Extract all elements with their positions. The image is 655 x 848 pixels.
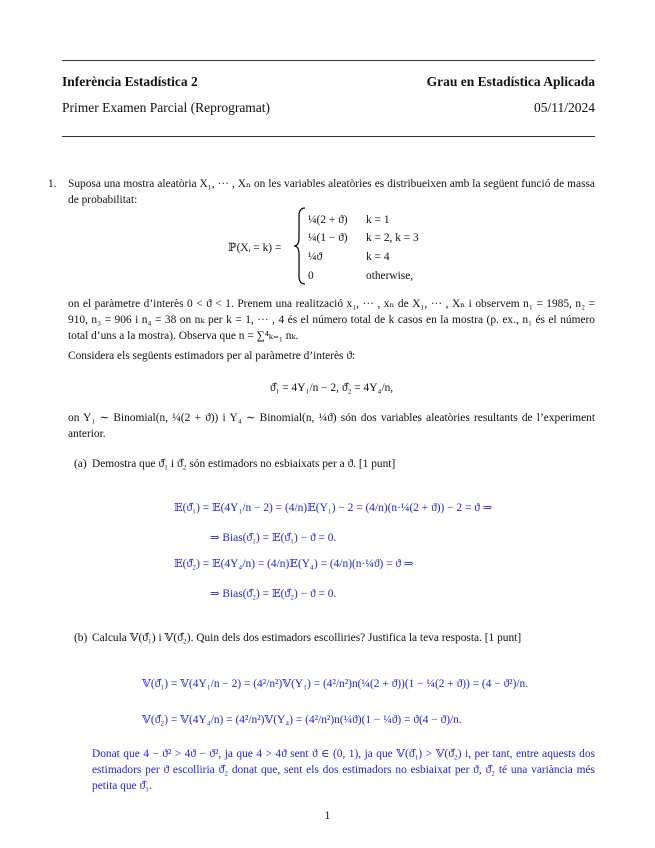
degree-title: Grau en Estadística Aplicada [426,74,595,89]
pmf-case-4-condition: otherwise, [366,270,414,282]
problem-number: 1. [48,178,57,190]
pmf-case-3-value: ¼ϑ [308,251,323,263]
part-b-question: Calcula 𝕍(ϑ̂₁) i 𝕍(ϑ̂₂). Quin dels dos estimadors escolliries? Justifica la teva resposta. [1 punt] [92,632,522,644]
pmf-brace [293,206,307,286]
part-a-solution-line-1: 𝔼(ϑ̂₁) = 𝔼(4Y₁/n − 2) = (4/n)𝔼(Y₁) − 2 = (4/n)(n·¼(2 + ϑ)) − 2 = ϑ ⇒ [174,502,493,514]
part-a-solution-line-3: 𝔼(ϑ̂₂) = 𝔼(4Y₄/n) = (4/n)𝔼(Y₄) = (4/n)(n·¼ϑ) = ϑ ⇒ [174,558,414,570]
part-b-conclusion: Donat que 4 − ϑ² > 4ϑ − ϑ², ja que 4 > 4ϑ sent ϑ ∈ (0, 1), ja que 𝕍(ϑ̂₁) > 𝕍(ϑ̂₂) i, per tant, entre aquests dos estimadors per ϑ escolliria ϑ̂₂ donat que, sent els dos estimadors no esbiaixat per ϑ, ϑ̂₂ té una variància més petita que ϑ̂₁. [92,748,595,792]
course-title: Inferència Estadística 2 [62,74,198,89]
pmf-case-1-value: ¼(2 + ϑ) [308,214,348,226]
header-top-rule [62,60,595,61]
binomial-paragraph: on Y₁ ∼ Binomial(n, ¼(2 + ϑ)) i Y₄ ∼ Binomial(n, ¼ϑ) són dos variables aleatòries resultants de l’experiment anterior. [68,412,595,440]
estimators-intro: Considera els següents estimadors per al paràmetre d’interès ϑ: [68,350,356,362]
pmf-case-3-condition: k = 4 [366,251,390,263]
header-bottom-rule [62,136,595,137]
pmf-case-2-value: ¼(1 − ϑ) [308,232,348,244]
part-b-label: (b) [74,632,88,644]
pmf-case-2-condition: k = 2, k = 3 [366,232,419,244]
parameter-paragraph: on el paràmetre d’interès 0 < ϑ < 1. Prenem una realització x₁, ··· , xₙ de X₁, ··· , Xₙ i observem n₁ = 1985, n₂ = 910, n₃ = 906 i n₄ = 38 on nₖ per k = 1, ··· , 4 és el número total de k casos en la mostra (p. ex., n₁ és el número total d’uns a la mostra). Observa que n = ∑⁴ₖ₌₁ nₖ. [68,298,595,342]
estimators-equation: ϑ̂₁ = 4Y₁/n − 2, ϑ̂₂ = 4Y₄/n, [269,382,394,394]
problem-intro: Suposa una mostra aleatòria X₁, ··· , Xₙ on les variables aleatòries es distribueixen amb la següent funció de massa de probabilitat: [68,178,595,206]
part-a-solution-line-4: ⇒ Bias(ϑ̂₂) = 𝔼(ϑ̂₂) − ϑ = 0. [210,588,337,600]
pmf-case-1-condition: k = 1 [366,214,390,226]
part-a-question: Demostra que ϑ̂₁ i ϑ̂₂ són estimadors no esbiaixats per a ϑ. [1 punt] [92,458,396,470]
pmf-case-4-value: 0 [308,270,314,282]
part-b-solution-line-1: 𝕍(ϑ̂₁) = 𝕍(4Y₁/n − 2) = (4²/n²)𝕍(Y₁) = (4²/n²)n(¼(2 + ϑ))(1 − ¼(2 + ϑ)) = (4 − ϑ²)/n. [142,678,529,690]
part-a-solution-line-2: ⇒ Bias(ϑ̂₁) = 𝔼(ϑ̂₁) − ϑ = 0. [210,532,337,544]
page-number: 1 [324,810,331,822]
part-a-label: (a) [74,458,87,470]
exam-date: 05/11/2024 [533,100,595,115]
pmf-lhs: ℙ(Xᵢ = k) = [228,242,282,254]
exam-title: Primer Examen Parcial (Reprogramat) [62,100,271,115]
part-b-solution-line-2: 𝕍(ϑ̂₂) = 𝕍(4Y₄/n) = (4²/n²)𝕍(Y₄) = (4²/n²)n(¼ϑ)(1 − ¼ϑ) = ϑ(4 − ϑ)/n. [142,714,462,726]
